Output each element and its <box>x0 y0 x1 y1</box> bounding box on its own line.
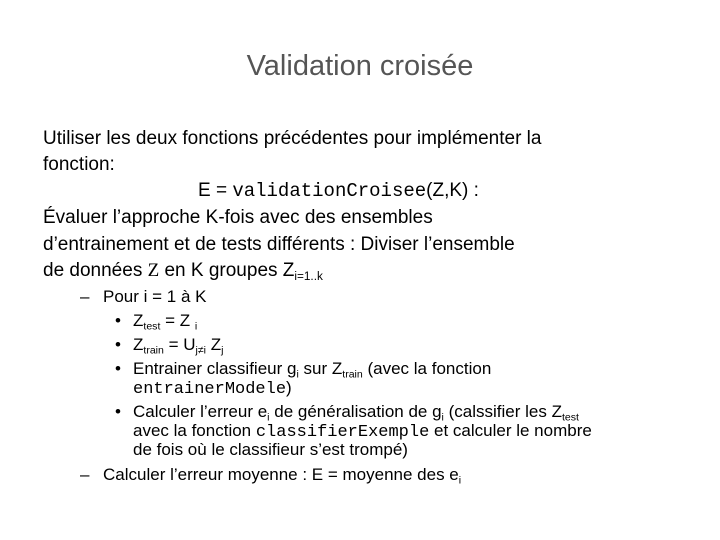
bullet-3-b: sur Z <box>298 359 343 378</box>
formula-prefix: E = <box>198 180 233 201</box>
bullet-4-function-name: classifierExemple <box>255 423 430 442</box>
bullet-4-dot: • <box>115 402 121 421</box>
formula-line <box>198 180 479 202</box>
loop-dash: – <box>80 287 90 306</box>
eval-line-3 <box>43 260 323 282</box>
bullet-3-line-2 <box>133 378 292 399</box>
bullet-1-sub: test <box>143 320 161 333</box>
bullet-4-a: Calculer l’erreur e <box>133 402 268 421</box>
bullet-4-b: de généralisation de g <box>269 402 442 421</box>
bullet-3-sub: i <box>296 368 299 381</box>
bullet-1-sub2: i <box>194 320 198 333</box>
bullet-2-sub: train <box>143 344 164 357</box>
final-a: Calculer l’erreur moyenne : E = moyenne des e <box>103 465 459 484</box>
bullet-4-sub3: test <box>561 411 579 424</box>
eval-line-3-a: de données <box>43 260 148 281</box>
dataset-symbol: Z <box>147 260 160 281</box>
final-dash: – <box>80 465 90 484</box>
bullet-3-function-name: entrainerModele <box>133 380 287 399</box>
bullet-2-a: Z <box>133 335 144 354</box>
bullet-1-line <box>133 311 197 331</box>
bullet-3-dot: • <box>115 359 121 378</box>
bullet-2-b: = U <box>163 335 196 354</box>
bullet-4-sub2: i <box>441 411 444 424</box>
bullet-3-a: Entrainer classifieur g <box>133 359 297 378</box>
groups-subscript: i=1..k <box>294 270 323 284</box>
bullet-1-b: = Z <box>160 311 195 330</box>
loop-line: Pour i = 1 à K <box>103 287 207 306</box>
bullet-3-line-1 <box>133 359 491 379</box>
formula-args: (Z,K) : <box>426 180 479 201</box>
bullet-1-a: Z <box>133 311 144 330</box>
bullet-2-dot: • <box>115 335 121 354</box>
bullet-4-sub: i <box>267 411 270 424</box>
bullet-4-l2b: et calculer le nombre <box>429 421 592 440</box>
bullet-2-sub3: j <box>221 344 224 357</box>
final-line <box>103 465 461 485</box>
slide-title: Validation croisée <box>246 50 474 82</box>
final-sub: i <box>458 474 462 487</box>
eval-line-3-b: en K groupes Z <box>159 260 295 281</box>
formula-function-name: validationCroisee <box>232 180 427 202</box>
eval-line-1: Évaluer l’approche K-fois avec des ensembles <box>43 207 433 228</box>
bullet-4-line-3: de fois où le classifieur s’est trompé) <box>133 440 408 459</box>
bullet-3-close: ) <box>286 378 292 397</box>
bullet-3-sub2: train <box>342 368 363 381</box>
bullet-4-c: (calssifier les Z <box>443 402 562 421</box>
bullet-2-sub2: j≠i <box>195 344 207 357</box>
intro-line-2: fonction: <box>43 154 115 175</box>
bullet-4-line-2 <box>133 421 592 442</box>
bullet-3-c: (avec la fonction <box>362 359 492 378</box>
bullet-2-line <box>133 335 223 355</box>
bullet-4-line-1 <box>133 402 579 422</box>
bullet-2-c: Z <box>206 335 222 354</box>
eval-line-2: d’entrainement et de tests différents : Diviser l’ensemble <box>43 234 515 255</box>
intro-line-1: Utiliser les deux fonctions précédentes pour implémenter la <box>43 128 542 149</box>
bullet-1-dot: • <box>115 311 121 330</box>
bullet-4-l2a: avec la fonction <box>133 421 256 440</box>
